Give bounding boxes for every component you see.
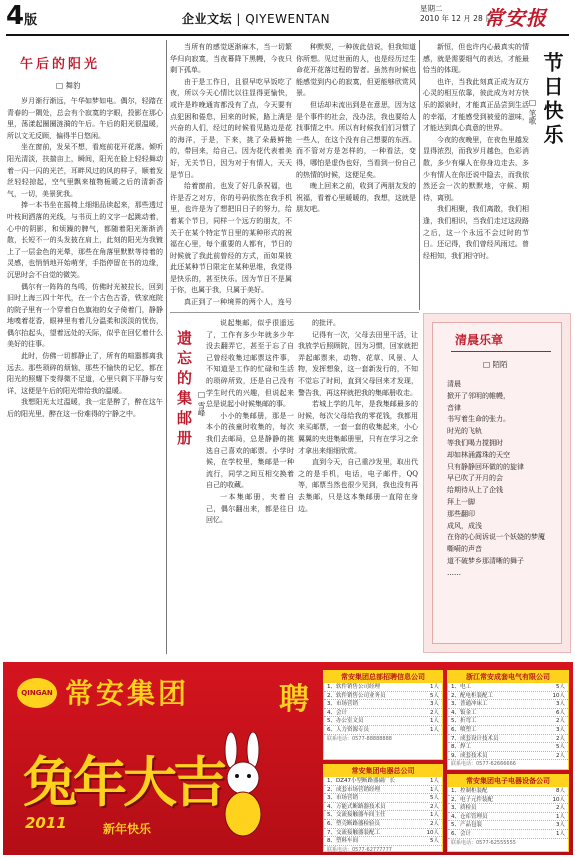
paragraph: 但话却未流出到是在意思，因为这是个事件的社会，没办法，我也要给人找事情之中。所以有时候我们们习惯了一些人，在这个没有自己想要的东西。而不管对方是怎样的，一种看法，变得，哪怕是虚伪也好，当看到一份自己的热情的时候，这便足矣。 [296,100,416,179]
poem-line: 却如林涌露珠的天空 [447,450,510,459]
contact-phone: 联系电话：0577-62666666 [451,761,516,768]
recruit-heading: 聘 [279,682,309,717]
paragraph: 说起集邮，似乎很遥远了，工作有多少年就多少年没去翻弄它，甚至于忘了自己曾经收集过邮票这件事，不知道是工作的忙碌和生活的琐碎所致，还是自己没有学生时代的兴趣，但说起来总是说起小时候集邮的事。 [206,319,294,409]
job-row [324,820,442,829]
job-row [448,813,568,822]
contact-phone: 联系电话：0577-62555555 [451,839,516,846]
poem-line: 只有静静回环做的的旋律 [447,462,524,471]
poem-line: 那些翻印 [447,509,475,518]
job-count: 1人 [430,786,439,793]
poem-line: 早已吹了开月的会 [447,474,503,483]
job-row [448,830,568,839]
contact-phone: 联系电话：0577-88888888 [327,735,392,742]
poem-line: 掀开了邻明的帷幔， [447,391,510,400]
job-title: 4、钣金工 [451,709,477,716]
job-count: 2人 [430,803,439,810]
job-count: 2人 [556,752,565,759]
paragraph: 捧一本书坐在摇椅上细细品读起来，那些透过叶枝间洒落的光线，与书页上的文字一起跳动着，心中的阴影，和烦躁的脾气，都随着阳光渐渐消散，长短不一的头发披在肩上，此刻的阳光为我镀上了一层金色的光晕，那些在角落里默默等待着的灵感，也悄悄地开始萌芽，手指停留在书的边缘，沉思时会不自觉的微笑。 [7,201,163,279]
job-table-title: 常安集团总部招聘信息公司 [324,671,442,683]
job-title: 6、塑壳断路器检验员 [327,820,380,827]
job-count: 5人 [430,795,439,802]
article-byline: □ 雪峰 [197,390,206,417]
contact-phone: 联系电话：0577-62777777 [327,846,392,853]
paragraph: 的批评。 [312,319,340,327]
paragraph: 新恒，但也许内心最真实的情感，就是需要细气的表达，才能最恰当的体现。 [423,43,529,75]
paragraph: 也许，当我此刻真正成为双方心灵的相互依靠，彼此成为对方快乐的源泉时，才能真正品尝到生活的幸福，才能感受到被爱的滋味，才能达到真心真意的世界。 [423,77,529,133]
job-title: 9、成套技术员 [451,752,488,759]
job-row [448,735,568,744]
poem-line: 拜上一脚 [447,497,475,506]
job-title: 1、软件销售公司经理 [327,684,380,690]
job-count: 3人 [430,701,439,708]
paragraph: 此时，仿佛一切都静止了，所有的喧嚣都离我远去。那些琐碎的烦恼，那些不愉快的记忆，都在阳光的照耀下变得微不足道，心里只剩下平静与安详，这便是午后的阳光带给我的温暖。 [7,352,163,395]
paragraph: 晚上回来之前，收到了两朋友发的祝福，看着心里暖暖的，我想，这就是朋友吧。 [296,182,416,214]
article-title: 午后的阳光 [20,57,101,72]
job-row [324,709,442,718]
paragraph: 种默契，一种彼此信说，但我知道你所想。见过世面的人，也是经历过生命花开花落过程的智者。虽然有时候也能感觉到内心的寂寞，但更能够欣赏风景。 [296,43,416,98]
job-title: 4、会计 [327,709,347,716]
paragraph: 偶尔有一阵阵的鸟鸣，仿佛时光被拉长，回到旧时上海三四十年代，在一个古色古香，铁家庭院的院子里有一个穿着白色旗袍的女子倚着门，静静地嗅着花香，眼神里有着几分温柔和淡淡的忧伤，偶尔抬起头，望着远处的天际，似乎在回忆着什么美好的往事。 [7,282,163,349]
paragraph: 今夜的夜晚里，在夜色里越发显得浓烈，而我岁月越色，色彩消散，多少有爆人在你身边走去，多少有情人在你还说中隐去，而我依然还会一次的默默地，守候、期待，离别。 [423,135,529,202]
poem-line: 时光的飞轨 [447,427,482,436]
job-title: 3、质检员 [451,805,477,812]
paragraph: 当所有的感觉逐渐麻木，当一切繁华归向寂寞，当夜幕降下黑幔，今夜只剩下孤单。 [170,43,292,75]
job-count: 5人 [556,684,565,690]
job-title: 8、塑料车间 [327,838,358,845]
job-row [324,811,442,820]
job-title: 5、折弯工 [451,718,477,725]
job-title: 3、普通冲床工 [451,701,488,708]
job-title: 3、市场营销 [327,795,358,802]
job-count: 2人 [556,718,565,725]
job-row [448,700,568,709]
paragraph: 给着窗前，也发了好几条祝福，也许是否之对方，你的号码依然在我手机里，也许是为了想把旧日子的努力，给着某个节日，同样一个远方的朋友，不关于在某个特定节日里的某种形式的祝福在心里，每个重要的人都有，节日的时候就了我此前曾经的方式，而如果彼此还某种节日限定在某种思维，我觉得是快乐的，甚至快乐。因为节日不是属于你，也属于我，只属于美好。 [170,182,292,295]
poem-line: 等我们喝力搅拥时 [447,438,503,447]
paragraph: 岁月渐行渐远，午华如梦如电。偶尔，轻踏在青春的一隅处，总会有个寂寞的字眼，投影在那心里，荡漾起圈圈涟漪的午后。午后的阳光很温暖，所以文无反顾，偏得半日悠闲。 [7,97,163,140]
recruitment-ad [3,662,573,855]
job-row [448,726,568,735]
job-count: 5人 [556,744,565,751]
job-row [448,692,568,701]
job-title: 5、交流接触器车间主任 [327,812,386,819]
job-title: 5、产品包装 [451,822,482,829]
header-rule [6,34,569,36]
job-title: 2、成套市场营销经理 [327,786,380,793]
job-row [324,717,442,726]
poem-line: 音律 [447,403,461,412]
job-count: 10人 [426,829,439,836]
greeting-text: 新年快乐 [103,822,152,836]
job-row [448,752,568,761]
poem-line: 道不破梦乡那清晰的舞子 [447,556,524,565]
job-count: 1人 [430,726,439,733]
article-byline: □ 笔歌 [528,98,537,125]
job-title: 6、会计 [451,830,471,837]
job-title: 4、仓库管理员 [451,813,488,820]
page-header [0,0,575,40]
job-count: 2人 [556,735,565,742]
job-table-title: 浙江常安成套电气有限公司 [448,671,568,683]
paragraph: 直到今天，自己重沙发里，取出代之的是手机，电话，电子邮件，QQ等，邮票当然也很少见到，我也没有再去集邮，只是这本集邮册一直陪在身边。 [298,458,418,513]
poem-line: 清晨 [447,380,461,388]
job-title: 1、电工 [451,684,471,690]
job-row [324,700,442,709]
poem-box [423,313,571,653]
poem-line: …… [447,568,461,577]
poem-line: 成风，成浅 [447,521,482,530]
job-title: 4、万能式断路器技术员 [327,803,386,810]
article-body [7,96,163,654]
job-count: 1人 [556,830,565,837]
paragraph: 真正到了一种境界的两个人，连号 [184,298,292,307]
job-title: 7、交流接触器装配工 [327,829,380,836]
newspaper-logo: 常安报 [484,6,547,30]
job-count: 1人 [430,684,439,690]
column-divider [419,40,420,310]
poem-byline: □ 陌陌 [483,360,508,369]
job-title: 1、DZ47小型断路器副厂长 [327,778,396,784]
new-year-slogan: 兔年大吉 [23,750,223,814]
job-count: 6人 [556,709,565,716]
paragraph: 坐在窗前，发呆不想，看庭前花开花落。倾听阳光清淡，扶揣亩上，瞬间，阳光在脸上轻轻舞动着一闪一闪的光芒，耳畔风过的风的样子，顺着发丝轻轻掠起，空气里飘来植物栀暖之后的清新香气，一切，美景犹我。 [7,143,163,198]
job-count: 2人 [556,805,565,812]
job-row [448,743,568,752]
job-row [324,794,442,803]
job-title: 2、电子元件装配 [451,796,493,803]
job-row [324,683,442,692]
paragraph: 我们相聚，我们离散，我们相逢，我们相识，当我们走过这段路之后，这一个永远不会过时的节日。还记得，我们曾经风雨过。曾经相知，我们相守时。 [423,205,529,260]
job-title: 1、控制柜装配 [451,788,488,794]
job-row [324,829,442,838]
job-table-title: 常安集团电器总公司 [324,765,442,777]
job-count: 1人 [556,813,565,820]
section-title: 企业文坛 | QIYEWENTAN [182,12,331,26]
article-body [170,42,292,310]
column-divider [166,40,167,654]
job-count: 5人 [430,692,439,699]
job-count: 1人 [430,718,439,725]
issue-date: 星期二 2010 年 12 月 28 日 [420,4,493,23]
paragraph: 小小的集邮册，那是一本小的孩童时收集的，每次我们去邮局，总是静静的挑选自己喜欢的邮票。小学时候，在学校里，集邮是一种流行，同学之间互相交换着自己的收藏。 [206,411,294,490]
job-count: 3人 [556,701,565,708]
article-body [206,318,294,654]
paragraph: 若城上学的几年，是我集邮最多的时候，每次父母给我的零花钱，我都用来买邮票，一套一套的收集起来，小心翼翼的夹进集邮册里，只有在学习之余才拿出来细细欣赏。 [298,400,418,455]
poem-body [447,379,545,580]
job-row [448,804,568,813]
brand-name: 常安集团 [65,677,190,710]
job-count: 5人 [430,838,439,845]
job-row [448,683,568,692]
job-title: 2、软件销售公司业务员 [327,692,386,699]
job-row [448,796,568,805]
poem-title: 清晨乐章 [455,333,504,347]
job-row [324,726,442,735]
row-divider [170,312,419,313]
rabbit-icon [203,732,283,842]
job-title: 8、焊工 [451,744,471,751]
poem-line: 在你的心间诉说一个妖娆的梦魇 [447,533,545,542]
job-count: 10人 [552,692,565,699]
article-body [298,318,418,654]
job-title: 2、配电柜装配工 [451,692,493,699]
paragraph: 一本集邮册，夹着自己，偶尔翻出来，都是往日回忆。 [206,492,294,525]
job-count: 10人 [552,796,565,803]
job-table-title: 常安集团电子电器设备公司 [448,775,568,787]
job-count: 1人 [430,778,439,784]
job-row [324,803,442,812]
job-count: 1人 [430,812,439,819]
job-count: 8人 [556,788,565,794]
job-count: 2人 [430,709,439,716]
job-row [324,777,442,786]
job-title: 6、喷塑工 [451,726,477,733]
year-label: 2011 [25,814,67,832]
poem-title-underline [451,351,551,352]
job-row [448,821,568,830]
article-body [296,42,416,310]
page-number: 4版 [6,1,38,31]
article-title: 遗忘的集邮册 [175,330,193,450]
brand-logo: QINGAN [17,678,57,708]
poem-line: 给期待从上了企钱 [447,486,503,495]
job-row [324,837,442,846]
job-row [324,786,442,795]
job-row [324,692,442,701]
job-title: 7、成套设计技术员 [451,735,499,742]
job-title: 3、市场营销 [327,701,358,708]
paragraph: 我想阳光太过温暖，我一定是醉了，醉在这午后的阳光里，醉在这一份难得的宁静之中。 [7,398,163,419]
job-count: 3人 [556,822,565,829]
job-row [448,717,568,726]
job-table [447,774,569,852]
job-row [448,709,568,718]
paragraph: 记得有一次，父母去田里干活，让我放学后照顾院，因为习惯，回家就把弄起邮票来，动物、花草、风景、人物，发挥想象，这一套新发行的，不知不觉忘了时间，直到父母回来才发现，警告我，再这样就把我的集邮册收走。 [298,330,418,397]
job-title: 6、人力资源专员 [327,726,369,733]
poem-line: 书写着生命的张力。 [447,415,510,424]
job-table [447,670,569,770]
job-table [323,764,443,852]
job-table [323,670,443,760]
job-title: 5、办公室文员 [327,718,364,725]
article-body [423,42,529,310]
article-title: 节日快乐 [540,52,564,148]
job-count: 2人 [430,820,439,827]
job-row [448,787,568,796]
paragraph: 由于是工作日，且很早吃早饭吃了夜，所以今天心情比以往显得更愉快，或许是昨晚通宵都没有了点，今天要有点犯困和倦怠，回来的时候，路上满是兴奋的人们，经过的时候看见路边是花的海洋，于是，下来，挑了朵最鲜艳的，带回来，给自己。因为花代表着美好，无关节日，因为对于有情人，天天是节日。 [170,77,292,179]
job-count: 3人 [556,726,565,733]
poem-line: 嘶嗬的声音 [447,545,482,554]
article-byline: □ 舞豹 [56,81,81,90]
